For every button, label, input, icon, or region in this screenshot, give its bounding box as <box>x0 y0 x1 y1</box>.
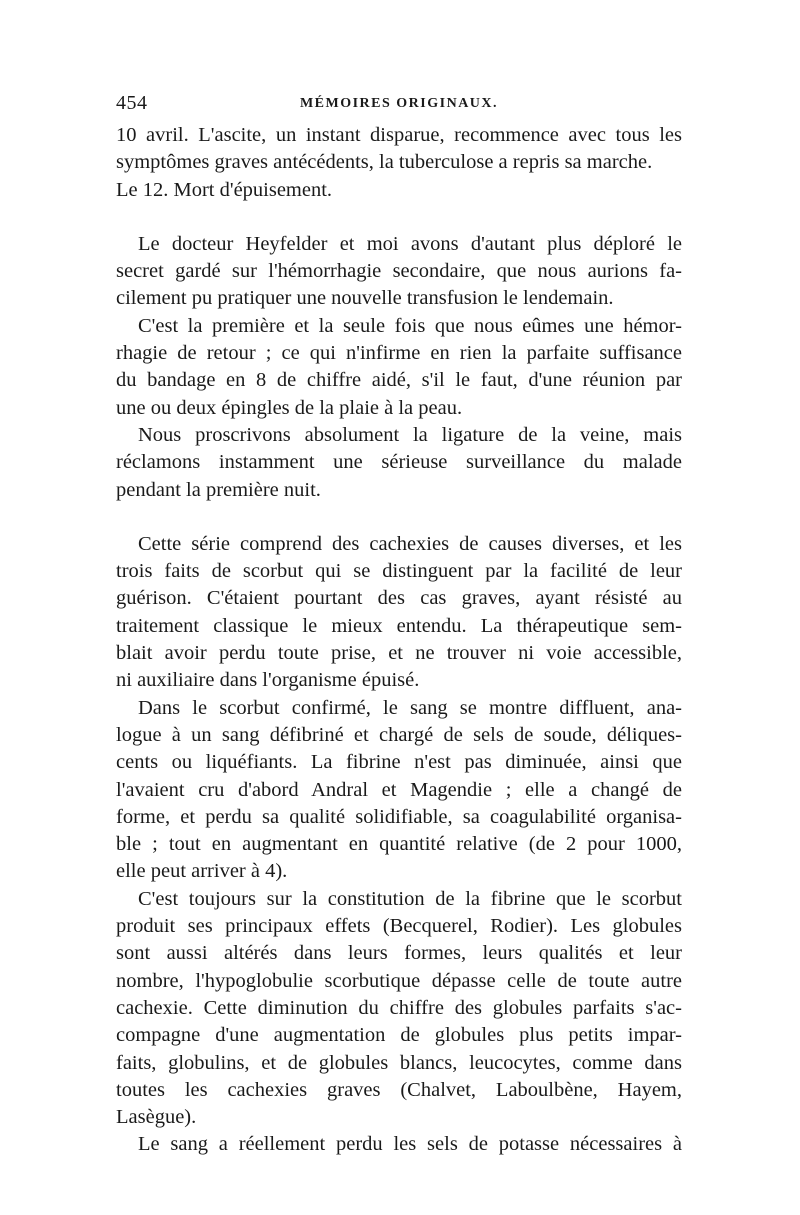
paragraph-fibrine <box>116 886 682 1132</box>
text-line: toutes les cachexies graves (Chalvet, Laboulbène, Hayem, <box>116 1078 682 1101</box>
text-line: Dans le scorbut confirmé, le sang se montre diffluent, ana- <box>138 696 682 719</box>
paragraph-cachexies <box>116 531 682 695</box>
paragraph-potasse <box>116 1131 682 1158</box>
paragraph-heyfelder <box>116 231 682 313</box>
text-line: C'est toujours sur la constitution de la fibrine que le scorbut <box>138 887 682 910</box>
running-head <box>116 92 682 122</box>
paragraph-case-death <box>116 177 682 204</box>
text-line: Le docteur Heyfelder et moi avons d'autant plus déploré le <box>138 232 682 255</box>
text-line: Lasègue). <box>116 1106 197 1129</box>
text-line: pendant la première nuit. <box>116 478 321 501</box>
text-line: rhagie de retour ; ce qui n'infirme en rien la parfaite suffisance <box>116 342 682 365</box>
text-line: elle peut arriver à 4). <box>116 860 288 883</box>
text-line: blait avoir perdu toute prise, et ne trouver ni voie accessible, <box>116 642 682 665</box>
running-title: MÉMOIRES ORIGINAUX. <box>299 96 499 111</box>
text-line: trois faits de scorbut qui se distinguent par la facilité de leur <box>116 560 682 583</box>
text-line: guérison. C'étaient pourtant des cas graves, ayant résisté au <box>116 587 682 610</box>
text-line: traitement classique le mieux entendu. La thérapeutique sem- <box>116 614 682 637</box>
text-line: forme, et perdu sa qualité solidifiable, sa coagulabilité organisa- <box>116 805 682 828</box>
text-line: secret gardé sur l'hémorrhagie secondaire, que nous aurions fa- <box>116 260 682 283</box>
text-line: cilement pu pratiquer une nouvelle transfusion le lendemain. <box>116 287 614 310</box>
text-line: symptômes graves antécédents, la tuberculose a repris sa marche. <box>116 151 653 174</box>
text-line: sont aussi altérés dans leurs formes, leurs qualités et leur <box>116 942 682 965</box>
text-line: faits, globulins, et de globules blancs, leucocytes, comme dans <box>116 1051 682 1074</box>
text-line: réclamons instamment une sérieuse surveillance du malade <box>116 451 682 474</box>
paragraph-case-note <box>116 122 682 177</box>
text-line: ni auxiliaire dans l'organisme épuisé. <box>116 669 420 692</box>
text-line: cachexie. Cette diminution du chiffre des globules parfaits s'ac- <box>116 996 682 1019</box>
text-line: Cette série comprend des cachexies de causes diverses, et les <box>138 532 682 555</box>
text-line: cents ou liquéfiants. La fibrine n'est pas diminuée, ainsi que <box>116 751 682 774</box>
text-line: Nous proscrivons absolument la ligature de la veine, mais <box>138 423 682 446</box>
text-line: du bandage en 8 de chiffre aidé, s'il le faut, d'une réunion par <box>116 369 682 392</box>
text-line: compagne d'une augmentation de globules plus petits impar- <box>116 1024 682 1047</box>
text-line: Le 12. Mort d'épuisement. <box>116 178 333 201</box>
paragraph-scorbut <box>116 695 682 886</box>
paragraph-ligature <box>116 422 682 504</box>
text-line: logue à un sang défibriné et chargé de sels de soude, déliques- <box>116 723 682 746</box>
paragraph-hemorrhage <box>116 313 682 422</box>
document-page <box>116 92 682 1159</box>
text-line: une ou deux épingles de la plaie à la peau. <box>116 396 463 419</box>
text-line: Le sang a réellement perdu les sels de potasse nécessaires à <box>138 1133 682 1156</box>
text-line: 10 avril. L'ascite, un instant disparue, recommence avec tous les <box>116 124 682 146</box>
text-line: ble ; tout en augmentant en quantité relative (de 2 pour 1000, <box>116 833 682 856</box>
text-line: C'est la première et la seule fois que nous eûmes une hémor- <box>138 314 682 337</box>
text-line: nombre, l'hypoglobulie scorbutique dépasse celle de toute autre <box>116 969 682 992</box>
page-number: 454 <box>116 92 148 114</box>
text-line: l'avaient cru d'abord Andral et Magendie ; elle a changé de <box>116 778 682 801</box>
text-line: produit ses principaux effets (Becquerel, Rodier). Les globules <box>116 915 682 938</box>
